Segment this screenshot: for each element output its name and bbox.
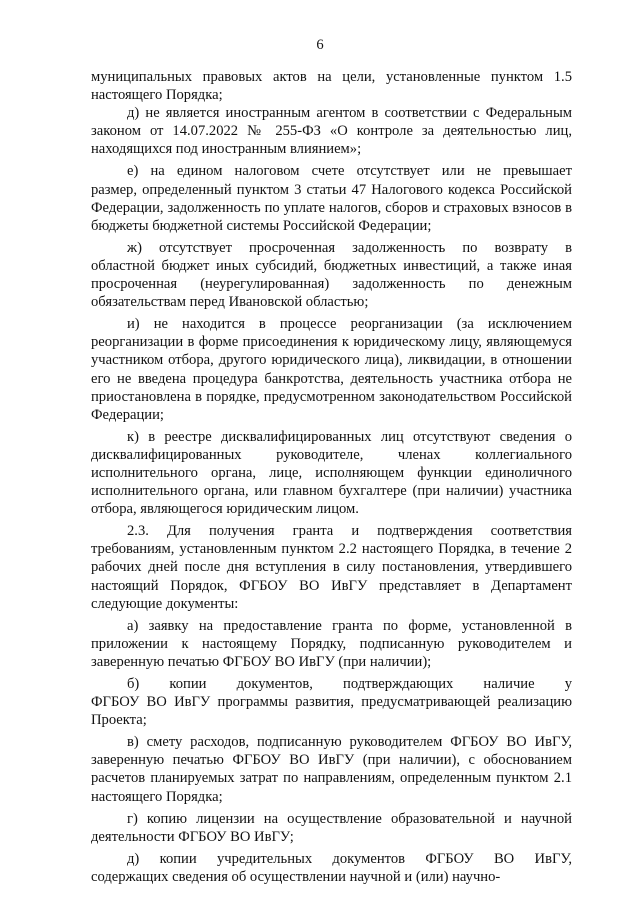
paragraph-v-first-line: в) смету расходов, подписанную руководителем ФГБОУ ВО ИвГУ, xyxy=(127,734,572,751)
paragraph-continuation: муниципальных правовых актов на цели, установленные пунктом 1.5 xyxy=(91,69,572,85)
paragraph-d-rest: законом от 14.07.2022 № 255-ФЗ «О контроле за деятельностью лиц, находящихся под иностранным влиянием»; xyxy=(91,123,572,158)
paragraph-b-rest: ФГБОУ ВО ИвГУ программы развития, предусматривающей реализацию Проекта; xyxy=(91,694,572,729)
paragraph-d2-first-line: д) копии учредительных документов ФГБОУ ВО ИвГУ, xyxy=(127,850,572,867)
paragraph-zh-rest: областной бюджет иных субсидий, бюджетных инвестиций, а также иная просроченная (неурегулированная) задолженность по денежным обязательствам перед Ивановской областью; xyxy=(91,257,572,311)
paragraph-g-first-line: г) копию лицензии на осуществление образовательной и научной xyxy=(127,810,572,827)
paragraph-zh-first-line: ж) отсутствует просроченная задолженность по возврату в xyxy=(127,239,572,256)
paragraph-e-first-line: е) на едином налоговом счете отсутствует или не превышает xyxy=(127,163,572,180)
paragraph-e-rest: размер, определенный пунктом 3 статьи 47 Налогового кодекса Российской Федерации, задолженность по уплате налогов, сборов и страховых взносов в бюджеты бюджетной системы Российской Федерации; xyxy=(91,181,572,234)
page-body xyxy=(91,68,572,886)
paragraph-2-3-first-line: 2.3. Для получения гранта и подтверждения соответствия xyxy=(127,523,572,540)
paragraph-d-first-line: д) не является иностранным агентом в соответствии с Федеральным xyxy=(127,105,572,122)
paragraph-v-rest: заверенную печатью ФГБОУ ВО ИвГУ (при наличии), с обоснованием расчетов планируемых затрат по направлениям, определенным пунктом 2.1 настоящего Порядка; xyxy=(91,752,572,805)
paragraph-d2-rest: содержащих сведения об осуществлении научной и (или) научно- xyxy=(91,868,501,885)
page-number: 6 xyxy=(316,37,324,53)
paragraph-k-rest: дисквалифицированных руководителе, членах коллегиального исполнительного органа, лице, исполняющем функции единоличного исполнительного органа, или главном бухгалтере (при наличии) участника отбора, являющегося юридическим лицом. xyxy=(91,446,572,518)
paragraph-k-first-line: к) в реестре дисквалифицированных лиц отсутствуют сведения о xyxy=(127,428,572,445)
paragraph-a-rest: приложении к настоящему Порядку, подписанную руководителем и заверенную печатью ФГБОУ ВО ИвГУ (при наличии); xyxy=(91,635,572,670)
paragraph-i-first-line: и) не находится в процессе реорганизации (за исключением xyxy=(127,316,572,333)
paragraph-b-first-line: б) копии документов, подтверждающих наличие у xyxy=(127,676,572,692)
paragraph-2-3-rest: требованиям, установленным пунктом 2.2 настоящего Порядка, в течение 2 рабочих дней после дня вступления в силу постановления, утвердившего настоящий Порядок, ФГБОУ ВО ИвГУ представляет в Департамент следующие документы: xyxy=(91,541,572,612)
paragraph-g-rest: деятельности ФГБОУ ВО ИвГУ; xyxy=(91,828,294,845)
paragraph-i-rest: реорганизации в форме присоединения к юридическому лицу, являющемуся участником отбора, другого юридического лица), ликвидации, в отношении его не введена процедура банкротства, деятельность участника отбора не приостановлена в порядке, предусмотренном законодательством Российской Федерации; xyxy=(91,334,572,423)
paragraph-a-first-line: а) заявку на предоставление гранта по форме, установленной в xyxy=(127,617,572,634)
paragraph-continuation-end: настоящего Порядка; xyxy=(91,87,223,104)
